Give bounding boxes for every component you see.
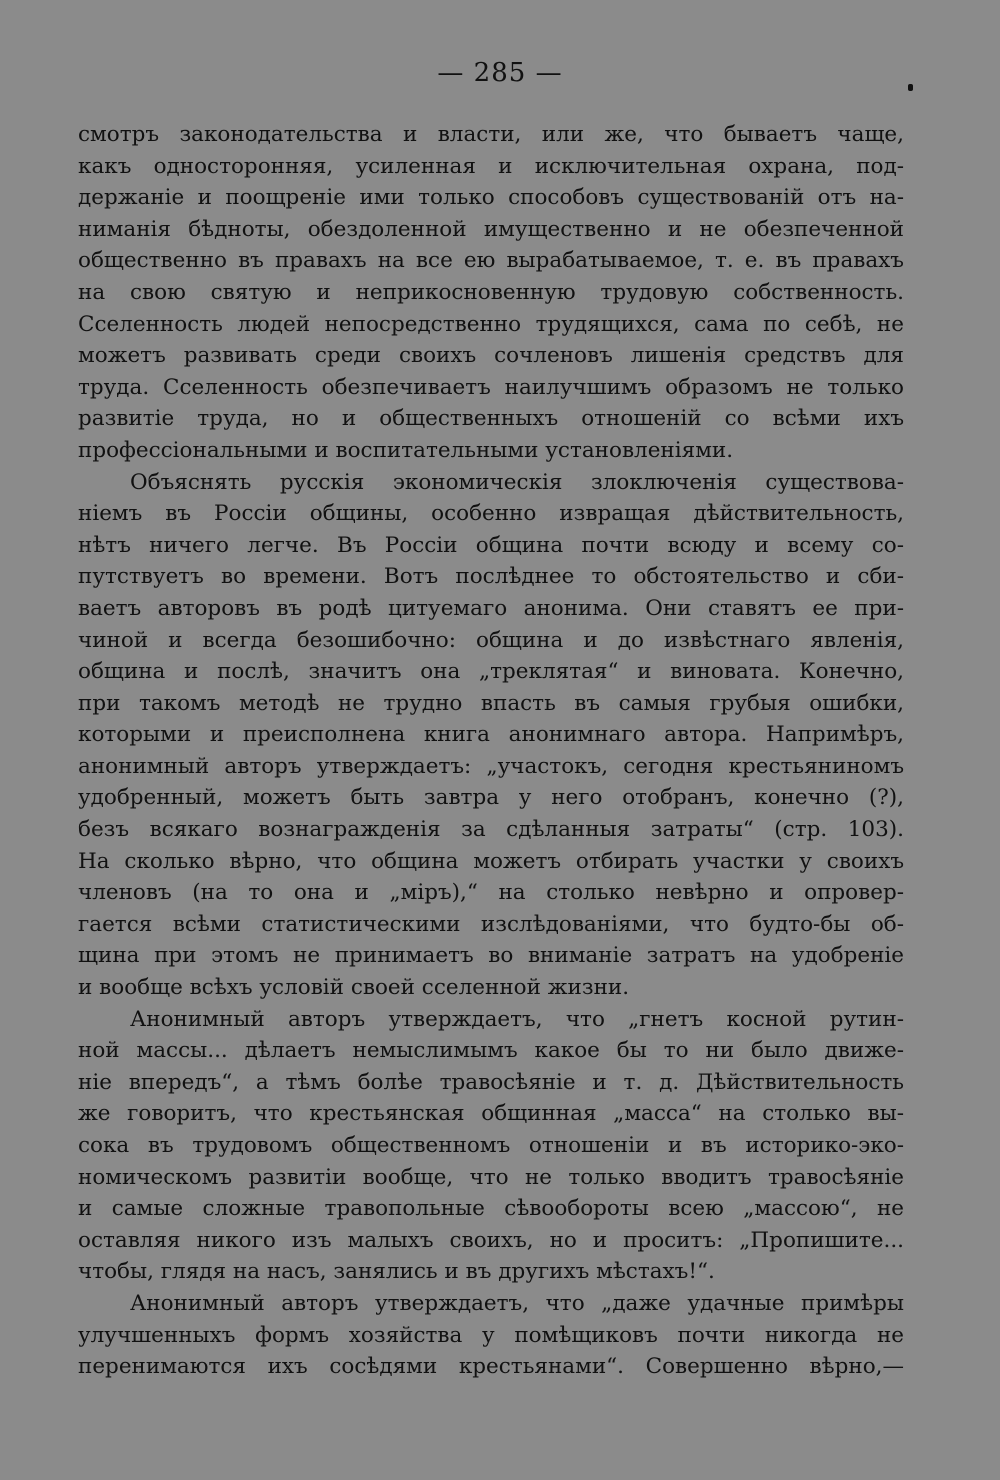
text-line: ной массы... дѣлаетъ немыслимымъ какое бы то ни было движе- [78, 1038, 904, 1064]
paragraph-2 [78, 467, 904, 1004]
text-line: На сколько вѣрно, что община можетъ отбирать участки у своихъ [78, 848, 904, 874]
text-line: ніемъ въ Россіи общины, особенно извращая дѣйствительность, [78, 501, 904, 527]
text-line: Анонимный авторъ утверждаетъ, что „даже удачные примѣры [130, 1290, 904, 1316]
text-line: безъ всякаго вознагражденія за сдѣланныя затраты“ (стр. 103). [78, 817, 904, 843]
text-line: можетъ развивать среди своихъ сочленовъ лишенія средствъ для [78, 343, 904, 369]
text-line: удобренный, можетъ быть завтра у него отобранъ, конечно (?), [78, 785, 904, 811]
paragraph-3 [78, 1004, 904, 1288]
paragraph-4 [78, 1288, 904, 1383]
paragraph-1 [78, 119, 904, 467]
text-line: чиной и всегда безошибочно: община и до извѣстнаго явленія, [78, 627, 904, 653]
text-line: Сселенность людей непосредственно трудящихся, сама по себѣ, не [78, 311, 904, 337]
text-line: членовъ (на то она и „міръ),“ на столько невѣрно и опровер- [78, 880, 904, 906]
text-line: гается всѣми статистическими изслѣдованіями, что будто-бы об- [78, 911, 904, 937]
text-line: община и послѣ, значитъ она „треклятая“ и виновата. Конечно, [78, 659, 904, 685]
text-line: ваетъ авторовъ въ родѣ цитуемаго анонима. Они ставятъ ее при- [78, 595, 904, 621]
text-line: профессіональными и воспитательными установленіями. [78, 437, 734, 463]
text-line: нѣтъ ничего легче. Въ Россіи община почти всюду и всему со- [78, 532, 904, 558]
text-line: труда. Сселенность обезпечиваетъ наилучшимъ образомъ не только [78, 374, 904, 400]
text-line: какъ односторонняя, усиленная и исключительная охрана, под- [78, 153, 904, 179]
text-line: общественно въ правахъ на все ею вырабатываемое, т. е. въ правахъ [78, 248, 904, 274]
text-line: смотръ законодательства и власти, или же, что бываетъ чаще, [78, 122, 904, 147]
text-line: оставляя никого изъ малыхъ своихъ, но и проситъ: „Пропишите... [78, 1227, 904, 1253]
text-line: Анонимный авторъ утверждаетъ, что „гнетъ косной рутин- [130, 1006, 904, 1032]
page-number: — 285 — [437, 58, 563, 88]
text-line: развитіе труда, но и общественныхъ отношеній со всѣми ихъ [78, 406, 904, 432]
text-line: же говоритъ, что крестьянская общинная „масса“ на столько вы- [78, 1101, 904, 1127]
text-line: при такомъ методѣ не трудно впасть въ самыя грубыя ошибки, [78, 690, 904, 716]
text-line: улучшенныхъ формъ хозяйства у помѣщиковъ почти никогда не [78, 1322, 904, 1348]
text-line: и самые сложные травопольные сѣвообороты всею „массою“, не [78, 1196, 904, 1222]
text-line: держаніе и поощреніе ими только способовъ существованій отъ на- [78, 185, 904, 211]
text-line: путствуетъ во времени. Вотъ послѣднее то обстоятельство и сби- [78, 564, 904, 590]
text-line: на свою святую и неприкосновенную трудовую собственность. [78, 279, 904, 305]
text-line: чтобы, глядя на насъ, занялись и въ другихъ мѣстахъ!“. [78, 1259, 715, 1285]
text-line: сока въ трудовомъ общественномъ отношеніи и въ историко-эко- [78, 1133, 904, 1158]
text-line: которыми и преисполнена книга анонимнаго автора. Напримѣръ, [78, 722, 904, 748]
text-line: номическомъ развитіи вообще, что не только вводитъ травосѣяніе [78, 1164, 904, 1190]
text-line: ніе впередъ“, а тѣмъ болѣе травосѣяніе и т. д. Дѣйствительность [78, 1069, 904, 1095]
body-text [78, 119, 904, 1383]
text-line: щина при этомъ не принимаетъ во вниманіе затратъ на удобреніе [78, 943, 904, 969]
text-line: и вообще всѣхъ условій своей сселенной жизни. [78, 975, 630, 1001]
text-line: ниманія бѣдноты, обездоленной имущественно и не обезпеченной [78, 216, 904, 242]
text-line: Объяснять русскія экономическія злоключенія существова- [130, 469, 904, 495]
text-line: анонимный авторъ утверждаетъ: „участокъ, сегодня крестьяниномъ [78, 753, 904, 779]
text-line: перенимаются ихъ сосѣдями крестьянами“. Совершенно вѣрно,— [78, 1354, 904, 1380]
ink-speck [908, 84, 913, 91]
